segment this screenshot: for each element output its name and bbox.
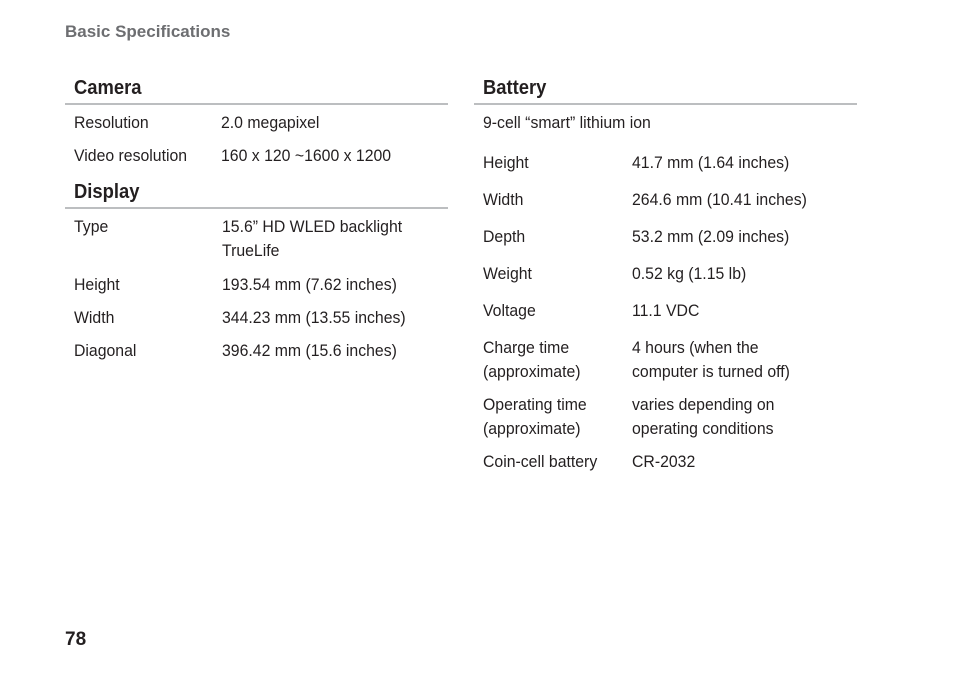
display-section — [65, 180, 448, 363]
spec-row-coin-cell-battery — [474, 450, 857, 474]
display-heading: Display — [65, 180, 448, 209]
spec-label: Diagonal — [74, 341, 137, 360]
spec-label: Height — [483, 153, 529, 172]
spec-value: 160 x 120 ~1600 x 1200 — [221, 146, 392, 165]
camera-section — [65, 76, 448, 168]
spec-row-charge-time — [474, 336, 857, 384]
spec-row-height — [65, 273, 448, 297]
spec-row-width — [65, 306, 448, 330]
spec-row-depth — [474, 225, 857, 249]
spec-label: Coin-cell battery — [483, 452, 598, 471]
battery-spec-list — [474, 105, 857, 474]
spec-value: 264.6 mm (10.41 inches) — [632, 190, 807, 209]
spec-label: Depth — [483, 227, 526, 246]
spec-row-video-resolution — [65, 144, 448, 168]
spec-label: Video resolution — [74, 146, 188, 165]
display-spec-list — [65, 209, 448, 363]
page-number: 78 — [65, 629, 87, 650]
spec-label: Operating time (approximate) — [483, 395, 587, 438]
spec-row-operating-time — [474, 393, 857, 441]
battery-heading: Battery — [474, 76, 857, 105]
spec-row-weight — [474, 262, 857, 286]
spec-value: 2.0 megapixel — [221, 113, 320, 132]
left-column — [65, 76, 448, 372]
spec-value: 41.7 mm (1.64 inches) — [632, 153, 790, 172]
spec-row-diagonal — [65, 339, 448, 363]
right-column — [474, 76, 857, 487]
spec-row-height — [474, 151, 857, 175]
spec-value: 15.6” HD WLED backlight TrueLife — [222, 217, 403, 260]
spec-label: Type — [74, 217, 109, 236]
battery-section — [474, 76, 857, 474]
spec-value: 11.1 VDC — [632, 301, 700, 320]
spec-label: Weight — [483, 264, 532, 283]
spec-label: Width — [483, 190, 524, 209]
spec-value: 193.54 mm (7.62 inches) — [222, 275, 397, 294]
spec-label: Height — [74, 275, 120, 294]
spec-label: Resolution — [74, 113, 149, 132]
spec-value: CR-2032 — [632, 452, 696, 471]
spec-value: 0.52 kg (1.15 lb) — [632, 264, 747, 283]
running-head: Basic Specifications — [65, 22, 231, 41]
spec-value: 344.23 mm (13.55 inches) — [222, 308, 406, 327]
spec-value: 4 hours (when the computer is turned off) — [632, 338, 790, 381]
spec-row-width — [474, 188, 857, 212]
spec-label: Width — [74, 308, 115, 327]
camera-spec-list — [65, 105, 448, 168]
camera-heading: Camera — [65, 76, 448, 105]
spec-value: varies depending on operating conditions — [632, 395, 775, 438]
spec-row-type — [65, 215, 448, 263]
spec-label: Charge time (approximate) — [483, 338, 581, 381]
spec-row-voltage — [474, 299, 857, 323]
spec-label: Voltage — [483, 301, 536, 320]
spec-row-resolution — [65, 111, 448, 135]
spec-value: 396.42 mm (15.6 inches) — [222, 341, 397, 360]
spec-value: 53.2 mm (2.09 inches) — [632, 227, 790, 246]
battery-type: 9-cell “smart” lithium ion — [483, 113, 651, 132]
